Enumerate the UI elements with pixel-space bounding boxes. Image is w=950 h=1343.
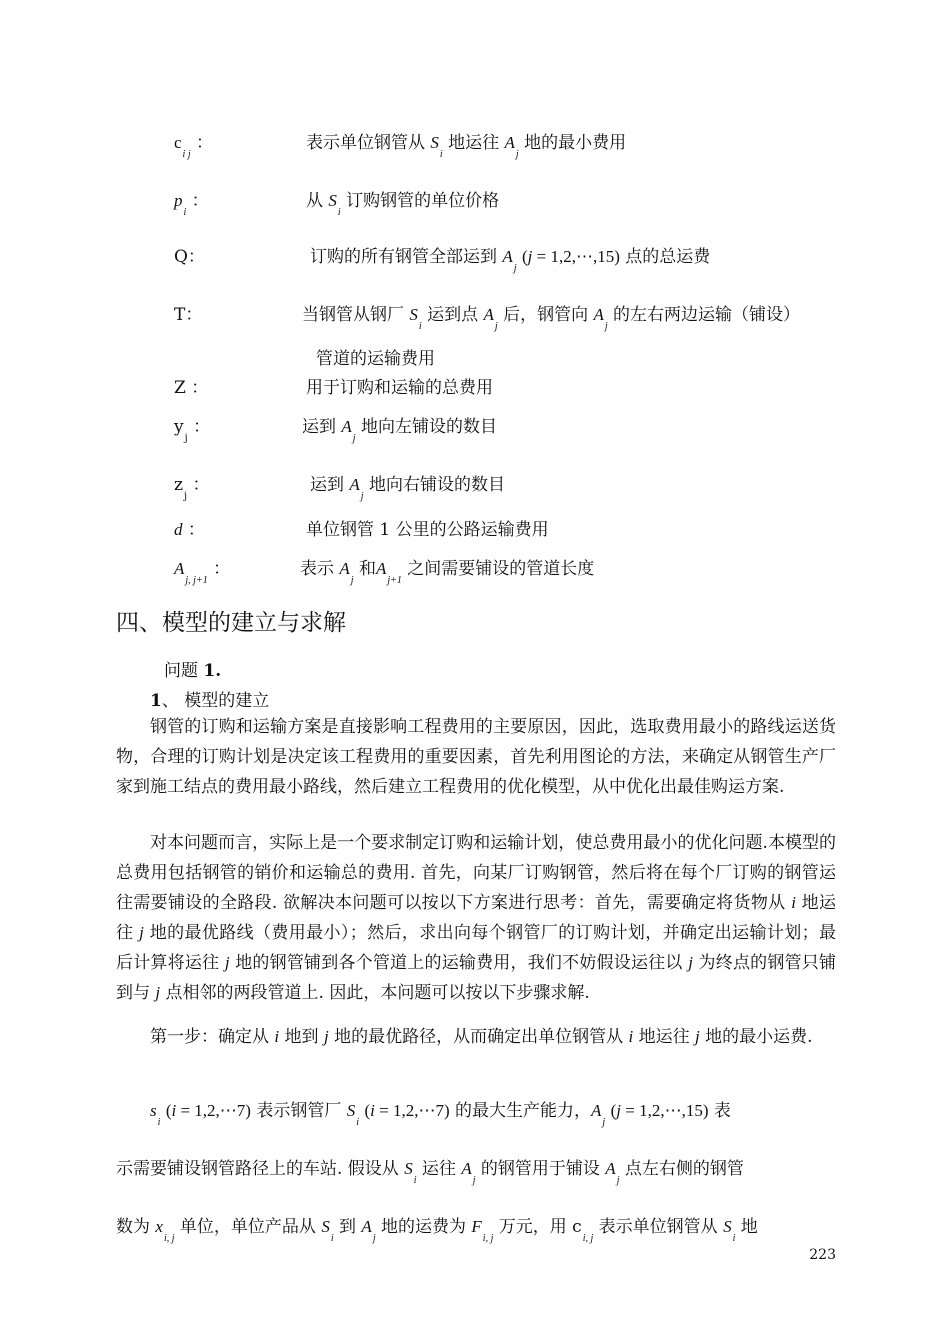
paragraph-intro: 钢管的订购和运输方案是直接影响工程费用的主要原因，因此，选取费用最小的路线运送货物，合理的订购计划是决定该工程费用的重要因素，首先利用图论的方法，来确定从钢管生产厂家到施工结点的费用最小路线，然后建立工程费用的优化模型，从中优化出最佳购运方案.	[116, 717, 836, 797]
definition-text: 运到 $A_j$ 地向左铺设的数目	[302, 417, 497, 444]
definition-text: 运到 $A_j$ 地向右铺设的数目	[310, 475, 505, 502]
paragraph-line-b: 示需要铺设钢管路径上的车站. 假设从 $S_i$ 运往 $A_j$ 的钢管用于铺设 $A_j$ 点左右侧的钢管	[116, 1159, 744, 1186]
paragraph-step1: 第一步：确定从 i 地到 j 地的最优路径，从而确定出单位钢管从 i 地运往 j 地的最小运费.	[150, 1027, 813, 1047]
definition-text: 从 $S_i$ 订购钢管的单位价格	[306, 191, 500, 218]
definition-text: 表示单位钢管从 $S_i$ 地运往 $A_j$ 地的最小费用	[306, 133, 627, 160]
paragraph-line-a: $s_i$ (i = 1,2,⋯7) 表示钢管厂 $S_i$ (i = 1,2,⋯7) 的最大生产能力，$A_j$ (j = 1,2,⋯,15) 表	[150, 1101, 731, 1128]
definition-text: 订购的所有钢管全部运到 $A_j$ (j = 1,2,⋯,15) 点的总运费	[310, 247, 711, 274]
definition-text: 表示 $A_j$ 和$A_{j+1}$ 之间需要铺设的管道长度	[300, 559, 595, 586]
definition-text: 当钢管从钢厂 $S_i$ 运到点 $A_j$ 后，钢管向 $A_j$ 的左右两边运输（铺设）	[302, 305, 801, 332]
paragraph-line-c: 数为 $x_{i, j}$ 单位，单位产品从 $S_i$ 到 $A_j$ 地的运费为 $F_{i, j}$ 万元，用 $c_{i, j}$ 表示单位钢管从 $S_i$ 地	[116, 1217, 758, 1244]
paragraph-approach: 对本问题而言，实际上是一个要求制定订购和运输计划，使总费用最小的优化问题.本模型的总费用包括钢管的销价和运输总的费用. 首先，向某厂订购钢管，然后将在每个厂订购的钢管运往需要铺设的全路段. 欲解决本问题可以按以下方案进行思考：首先，需要确定将货物从 i 地运往 j 地的最优路线（费用最小）；然后，求出向每个钢管厂的订购计划，并确定出运输计划；最后计算将运往 j 地的钢管铺到各个管道上的运输费用，我们不妨假设运往以 j 为终点的钢管只铺到与 j 点相邻的两段管道上. 因此，本问题可以按以下步骤求解.	[116, 833, 837, 1003]
symbol-c: c	[174, 133, 182, 152]
problem-heading: 问题 1.	[164, 661, 222, 681]
subsection-heading: 1、 模型的建立	[150, 691, 270, 711]
page-number: 223	[809, 1247, 836, 1263]
section-title: 四、模型的建立与求解	[116, 610, 346, 636]
